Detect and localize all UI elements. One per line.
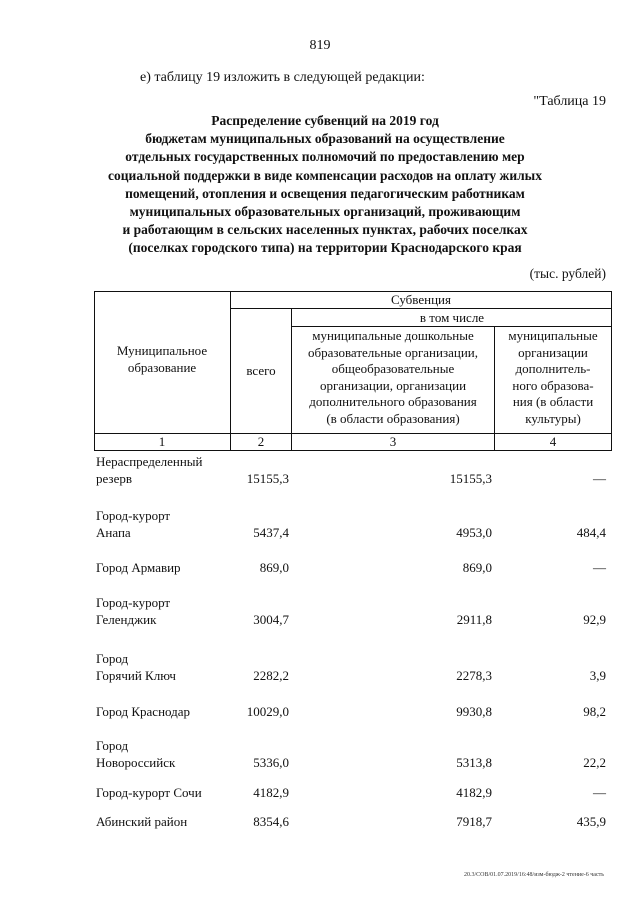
culture-value: 484,4	[576, 525, 606, 540]
column-header-subvention: Субвенция	[391, 292, 451, 307]
units-label: (тыс. рублей)	[529, 266, 606, 281]
total-value: 10029,0	[246, 704, 289, 719]
municipality-name	[96, 784, 236, 801]
table-row	[94, 541, 612, 576]
header-text: дополнитель-	[515, 361, 591, 376]
column-header-municipality	[94, 343, 230, 376]
total-value: 5437,4	[253, 525, 289, 540]
culture-value: 3,9	[589, 668, 606, 683]
table-heading	[60, 112, 590, 258]
column-header-total: всего	[246, 363, 276, 378]
name-line: Нераспределенный	[96, 454, 203, 469]
table-row	[94, 771, 612, 801]
total-value: 15155,3	[246, 471, 289, 486]
table-row	[94, 452, 612, 487]
column-number: 2	[257, 434, 265, 449]
column-number: 1	[158, 434, 166, 449]
table-row	[94, 684, 612, 720]
culture-value: 435,9	[576, 814, 606, 829]
municipality-name	[96, 813, 236, 830]
total-value: 8354,6	[253, 814, 289, 829]
header-text: образовательные организации,	[308, 344, 478, 360]
municipality-name	[96, 737, 236, 771]
municipality-name	[96, 703, 236, 720]
municipality-name	[96, 453, 236, 487]
table-header	[94, 291, 612, 451]
municipality-name	[96, 507, 236, 541]
heading-line: помещений, отопления и освещения педагогическим работникам	[125, 185, 525, 201]
name-line: Город Краснодар	[96, 704, 191, 719]
name-line: резерв	[96, 471, 132, 486]
name-line: Город	[96, 738, 129, 753]
header-text: (в области образования)	[326, 410, 460, 426]
education-value: 4182,9	[456, 785, 492, 800]
heading-line: бюджетам муниципальных образований на осуществление	[145, 131, 505, 147]
education-value: 2278,3	[456, 668, 492, 683]
heading-line: социальной поддержки в виде компенсации расходов на оплату жилых	[108, 167, 542, 183]
column-number: 4	[549, 434, 557, 449]
header-text: дополнительного образования	[309, 394, 477, 409]
culture-value: 92,9	[583, 612, 606, 627]
culture-value: —	[593, 471, 606, 486]
header-text: общеобразовательные	[331, 361, 455, 376]
column-header-including: в том числе	[419, 310, 485, 325]
total-value: 3004,7	[253, 612, 289, 627]
header-text: муниципальные	[508, 328, 598, 343]
column-header-education	[292, 328, 494, 427]
header-text: ния (в области	[512, 394, 594, 409]
name-line: Город-курорт Сочи	[96, 785, 202, 800]
heading-line: Распределение субвенций на 2019 год	[211, 113, 439, 128]
education-value: 869,0	[462, 560, 492, 575]
total-value: 5336,0	[253, 755, 289, 770]
total-value: 2282,2	[253, 668, 289, 683]
total-value: 4182,9	[253, 785, 289, 800]
municipality-name	[96, 650, 236, 684]
header-text: муниципальные дошкольные	[312, 328, 474, 343]
education-value: 4953,0	[456, 525, 492, 540]
name-line: Город	[96, 651, 129, 666]
table-row	[94, 801, 612, 830]
table-row	[94, 576, 612, 628]
header-text: культуры)	[525, 410, 581, 426]
table-body	[94, 452, 612, 830]
name-line: Анапа	[96, 525, 131, 540]
table-reference: "Таблица 19	[533, 94, 606, 109]
education-value: 7918,7	[456, 814, 492, 829]
table-row	[94, 720, 612, 771]
column-header-culture	[495, 328, 611, 427]
total-value: 869,0	[259, 560, 289, 575]
header-text: Муниципальное	[116, 343, 208, 358]
name-line: Горячий Ключ	[96, 668, 176, 683]
header-text: ного образова-	[512, 377, 594, 393]
education-value: 2911,8	[456, 612, 492, 627]
culture-value: —	[593, 560, 606, 575]
education-value: 5313,8	[456, 755, 492, 770]
municipality-name	[96, 559, 236, 576]
name-line: Геленджик	[96, 612, 157, 627]
education-value: 15155,3	[449, 471, 492, 486]
education-value: 9930,8	[456, 704, 492, 719]
culture-value: 22,2	[583, 755, 606, 770]
heading-line: отдельных государственных полномочий по предоставлению мер	[125, 149, 525, 165]
culture-value: —	[593, 785, 606, 800]
header-text: образование	[127, 359, 197, 375]
name-line: Абинский район	[96, 814, 188, 829]
table-row	[94, 628, 612, 684]
heading-line: и работающим в сельских населенных пунктах, рабочих поселках	[122, 222, 528, 238]
header-text: организации	[518, 344, 588, 360]
table-row	[94, 487, 612, 541]
intro-text: е) таблицу 19 изложить в следующей редакции:	[140, 70, 425, 85]
name-line: Город-курорт	[96, 595, 171, 610]
column-number: 3	[389, 434, 397, 449]
municipality-name	[96, 594, 236, 628]
heading-line: (поселках городского типа) на территории Краснодарского края	[128, 240, 522, 256]
culture-value: 98,2	[583, 704, 606, 719]
header-text: организации, организации	[319, 377, 467, 393]
name-line: Новороссийск	[96, 755, 176, 770]
name-line: Город-курорт	[96, 508, 171, 523]
name-line: Город Армавир	[96, 560, 181, 575]
page-number: 819	[309, 38, 331, 53]
heading-line: муниципальных образовательных организаций, проживающим	[129, 204, 521, 220]
document-footer: 20.3/СОВ/01.07.2019/16:48/изм-бюдж-2 чтение-6 часть	[464, 872, 604, 878]
